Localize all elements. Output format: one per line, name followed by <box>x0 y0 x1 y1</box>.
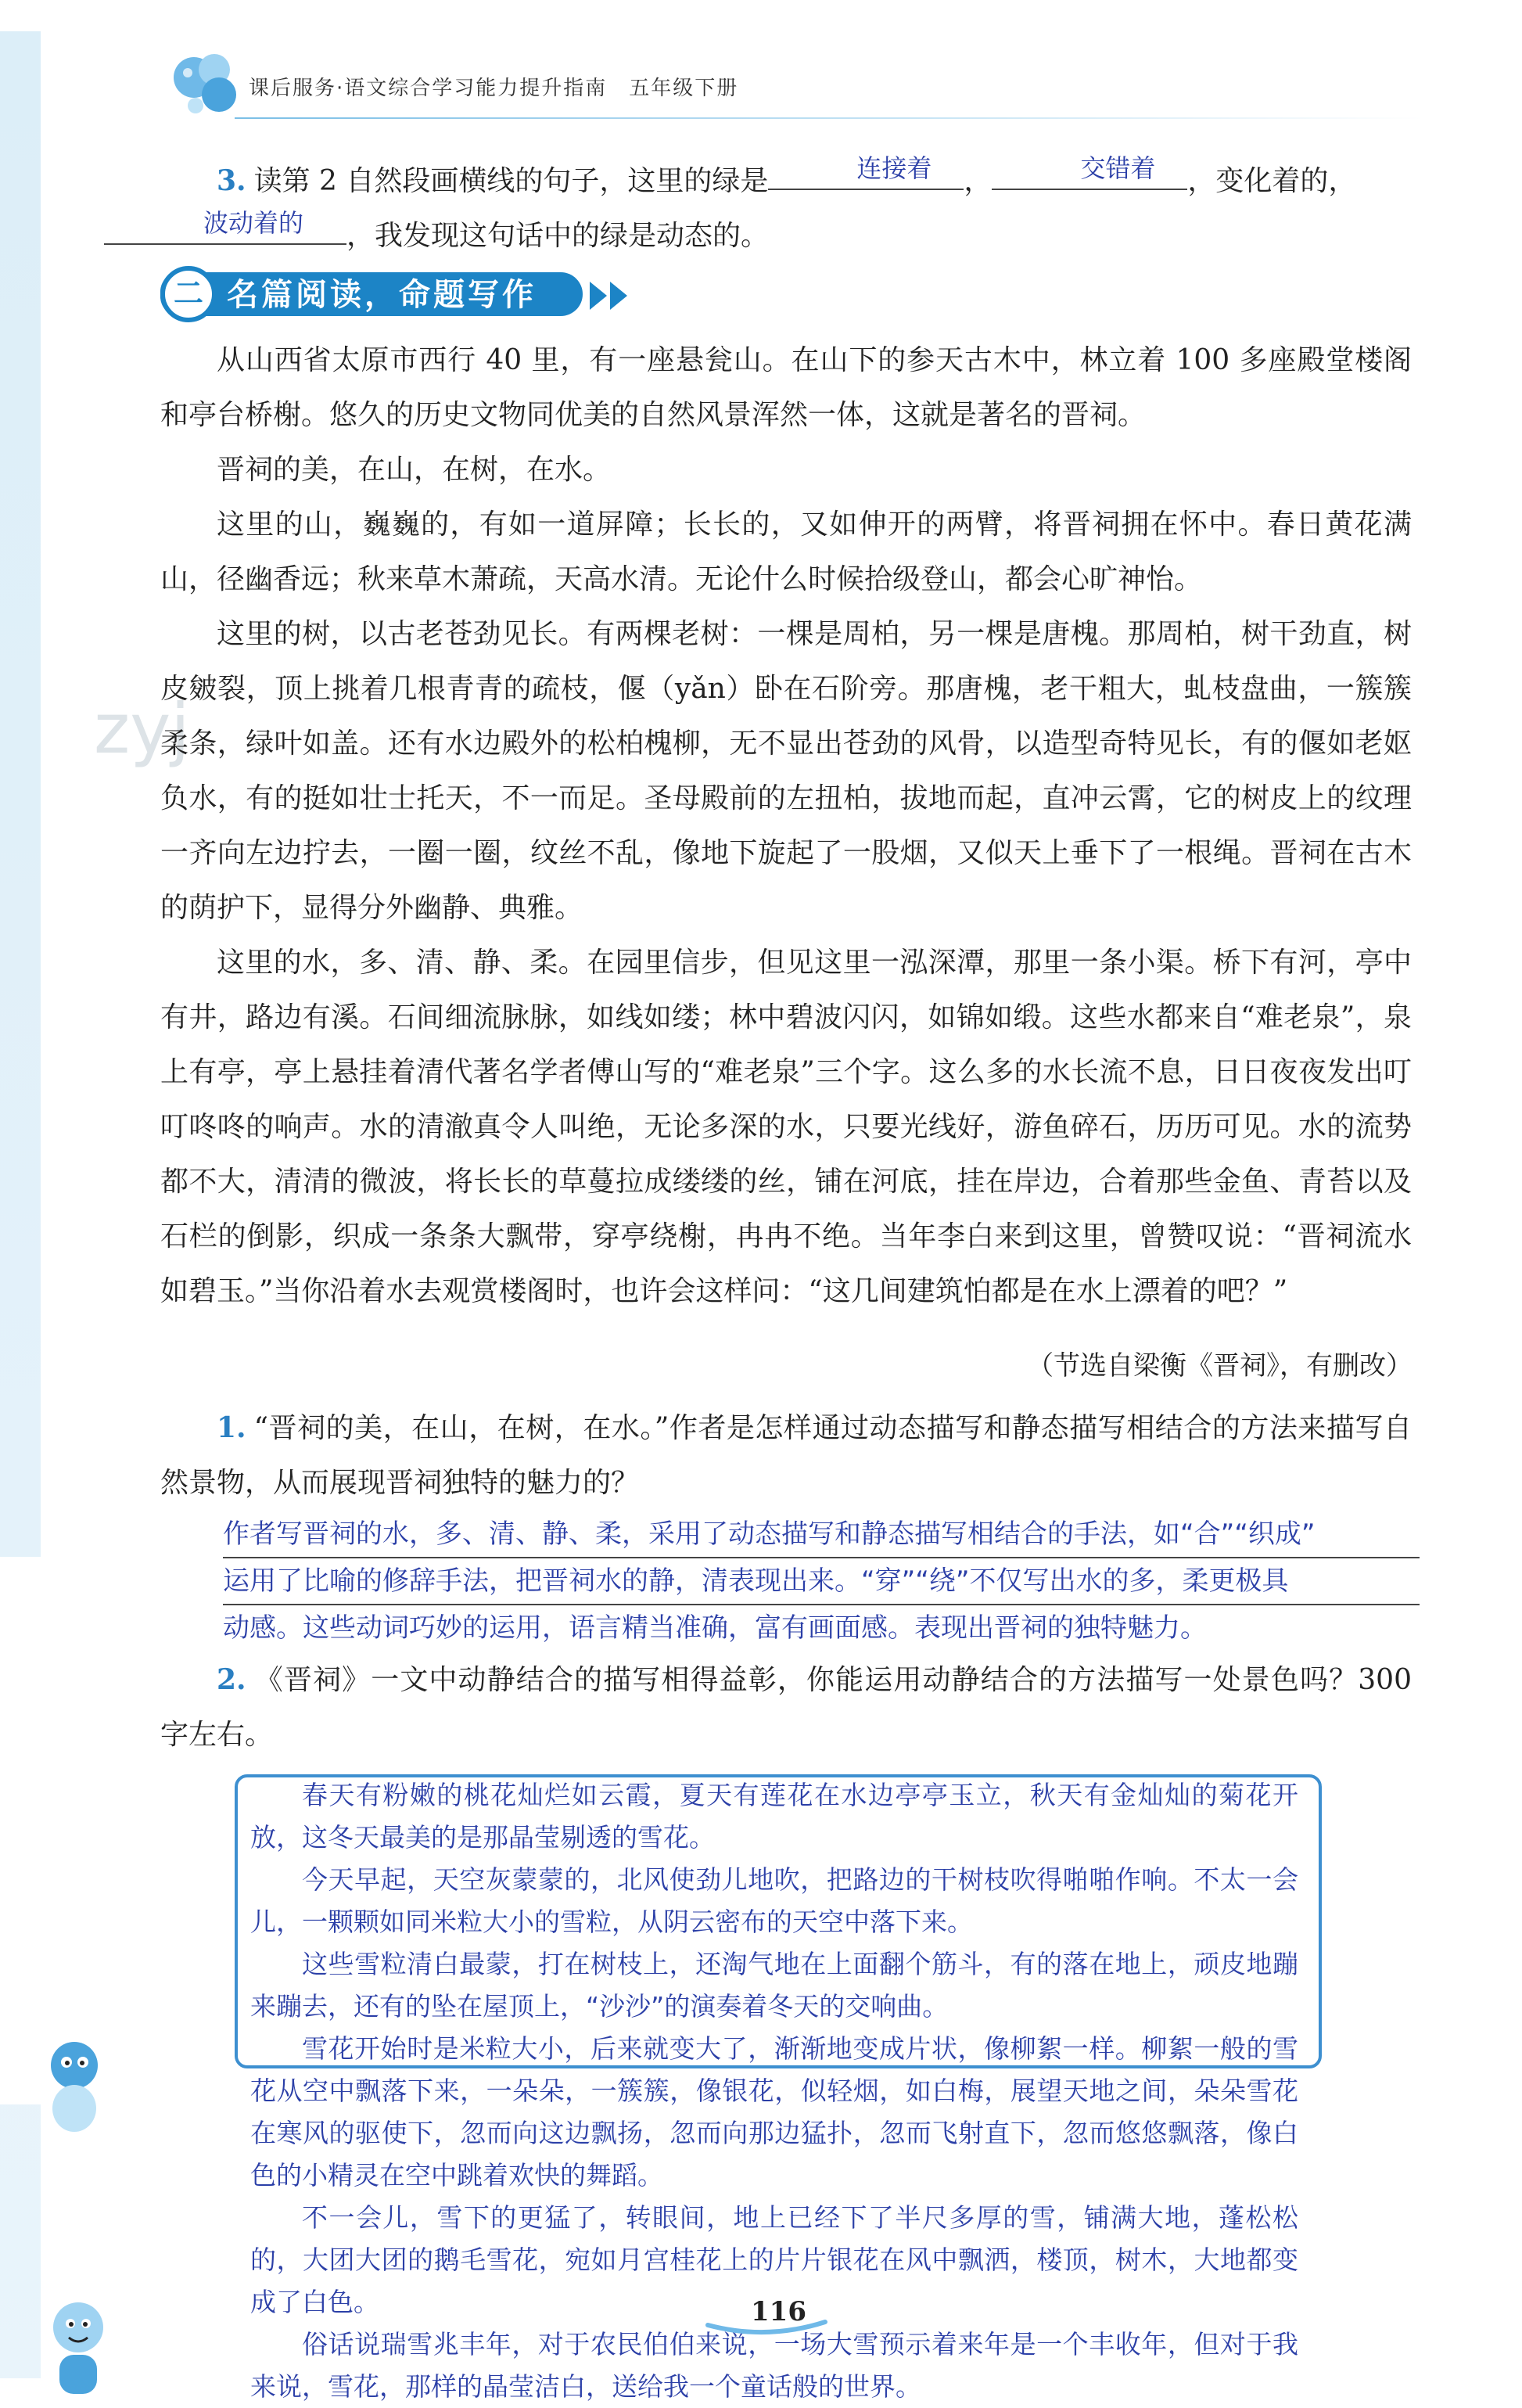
watermark: zyj <box>94 688 190 769</box>
question-3-text-after: ，我发现这句话中的绿是动态的。 <box>346 220 770 252</box>
answer-3-text: 波动着的 <box>203 208 303 238</box>
page-swoosh-icon <box>704 2317 829 2341</box>
cartoon-character-icon <box>39 2292 117 2402</box>
question-3-number: 3. <box>217 164 246 197</box>
section-number: 二 <box>160 266 217 322</box>
page-number: 116 <box>751 2296 806 2327</box>
passage-paragraph-3: 这里的山，巍巍的，有如一道屏障；长长的，又如伸开的两臂，将晋祠拥在怀中。春日黄花满山，径幽香远；秋来草木萧疏，天高水清。无论什么时候拾级登山，都会心旷神怡。 <box>160 509 1412 595</box>
essay-paragraph-5: 不一会儿，雪下的更猛了，转眼间，地上已经下了半尺多厚的雪，铺满大地，蓬松松的，大团大团的鹅毛雪花，宛如月宫桂花上的片片银花在风中飘洒，楼顶，树木，大地都变成了白色。 <box>250 2202 1298 2317</box>
bubbles-icon <box>164 43 250 129</box>
essay-paragraph-3: 这些雪粒清白最蒙，打在树枝上，还淘气地在上面翻个筋斗，有的落在地上，顽皮地蹦来蹦去，还有的坠在屋顶上，“沙沙”的演奏着冬天的交响曲。 <box>250 1949 1298 2022</box>
question-2-text: 《晋祠》一文中动静结合的描写相得益彰，你能运用动静结合的方法描写一处景色吗？300 字左右。 <box>160 1664 1412 1751</box>
passage-paragraph-1: 从山西省太原市西行 40 里，有一座悬瓮山。在山下的参天古木中，林立着 100 多座殿堂楼阁和亭台桥榭。悠久的历史文物同优美的自然风景浑然一体，这就是著名的晋祠。 <box>160 344 1412 431</box>
answer-line-2: 运用了比喻的修辞手法，把晋祠水的静，清表现出来。“穿”“绕”不仅写出水的多，柔更极具 <box>223 1558 1420 1605</box>
answer-line-3: 动感。这些动词巧妙的运用，语言精当准确，富有画面感。表现出晋祠的独特魅力。 <box>223 1612 1207 1644</box>
essay-paragraph-2: 今天早起，天空灰蒙蒙的，北风使劲儿地吹，把路边的干树枝吹得啪啪作响。不太一会儿，一颗颗如同米粒大小的雪粒，从阴云密布的天空中落下来。 <box>250 1864 1298 1937</box>
answer-1-text: 连接着 <box>856 153 932 183</box>
mascot-icon <box>39 2034 109 2136</box>
header-divider <box>235 117 1423 119</box>
passage-source: （节选自梁衡《晋祠》，有删改） <box>1027 1350 1413 1382</box>
question-3-text-before: 读第 2 自然段画横线的句子，这里的绿是 <box>253 165 769 197</box>
question-1-answer <box>223 1511 1420 1651</box>
header-title: 课后服务·语文综合学习能力提升指南 五年级下册 <box>249 77 739 100</box>
passage-paragraph-2: 晋祠的美，在山，在树，在水。 <box>217 454 612 486</box>
answer-blank-1 <box>768 154 964 190</box>
essay-paragraph-4: 雪花开始时是米粒大小，后来就变大了，渐渐地变成片状，像柳絮一样。柳絮一般的雪花从空中飘落下来，一朵朵，一簇簇，像银花，似轻烟，如白梅，展望天地之间，朵朵雪花在寒风的驱使下，忽而向这边飘扬，忽而向那边猛扑，忽而飞射直下，忽而悠悠飘落，像白色的小精灵在空中跳着欢快的舞蹈。 <box>250 2033 1298 2191</box>
section-title: 名篇阅读，命题写作 <box>227 277 537 313</box>
passage-paragraph-5: 这里的水，多、清、静、柔。在园里信步，但见这里一泓深潭，那里一条小渠。桥下有河，亭中有井，路边有溪。石间细流脉脉，如线如缕；林中碧波闪闪，如锦如缎。这些水都来自“难老泉”，泉上有亭，亭上悬挂着清代著名学者傅山写的“难老泉”三个字。这么多的水长流不息，日日夜夜发出叮叮咚咚的响声。水的清澈真令人叫绝，无论多深的水，只要光线好，游鱼碎石，历历可见。水的流势都不大，清清的微波，将长长的草蔓拉成缕缕的丝，铺在河底，挂在岸边，合着那些金鱼、青苔以及石栏的倒影，织成一条条大飘带，穿亭绕榭，冉冉不绝。当年李白来到这里，曾赞叹说：“晋祠流水如碧玉。”当你沿着水去观赏楼阁时，也许会这样问：“这几间建筑怕都是在水上漂着的吧？” <box>160 947 1412 1307</box>
question-1-text: “晋祠的美，在山，在树，在水。”作者是怎样通过动态描写和静态描写相结合的方法来描写自然景物，从而展现晋祠独特的魅力的？ <box>160 1412 1412 1499</box>
answer-blank-2 <box>992 154 1187 190</box>
question-3-text-mid: ，变化着的， <box>1187 165 1357 197</box>
essay-paragraph-1: 春天有粉嫩的桃花灿烂如云霞，夏天有莲花在水边亭亭玉立，秋天有金灿灿的菊花开放，这冬天最美的是那晶莹剔透的雪花。 <box>250 1780 1298 1853</box>
question-2-number: 2. <box>217 1663 246 1696</box>
question-2 <box>160 1652 1412 1763</box>
question-3-sep: ， <box>964 165 993 197</box>
answer-blank-3 <box>104 209 346 245</box>
question-3 <box>160 153 1412 264</box>
essay-paragraph-6: 俗话说瑞雪兆丰年，对于农民伯伯来说，一场大雪预示着来年是一个丰收年，但对于我来说，雪花，那样的晶莹洁白，送给我一个童话般的世界。 <box>250 2329 1298 2402</box>
left-strip-gap <box>0 1557 47 2104</box>
double-arrow-icon <box>588 279 635 313</box>
answer-line-1: 作者写晋祠的水，多、清、静、柔，采用了动态描写和静态描写相结合的手法，如“合”“织成” <box>223 1511 1420 1558</box>
answer-2-text: 交错着 <box>1080 153 1156 183</box>
passage-paragraph-4: 这里的树，以古老苍劲见长。有两棵老树：一棵是周柏，另一棵是唐槐。那周柏，树干劲直，树皮皴裂，顶上挑着几根青青的疏枝，偃（yǎn）卧在石阶旁。那唐槐，老干粗大，虬枝盘曲，一簇簇柔条，绿叶如盖。还有水边殿外的松柏槐柳，无不显出苍劲的风骨，以造型奇特见长，有的偃如老妪负水，有的挺如壮士托天，不一而足。圣母殿前的左扭柏，拔地而起，直冲云霄，它的树皮上的纹理一齐向左边拧去，一圈一圈，纹丝不乱，像地下旋起了一股烟，又似天上垂下了一根绳。晋祠在古木的荫护下，显得分外幽静、典雅。 <box>160 618 1412 924</box>
question-1-number: 1. <box>217 1411 246 1444</box>
question-1 <box>160 1400 1412 1511</box>
